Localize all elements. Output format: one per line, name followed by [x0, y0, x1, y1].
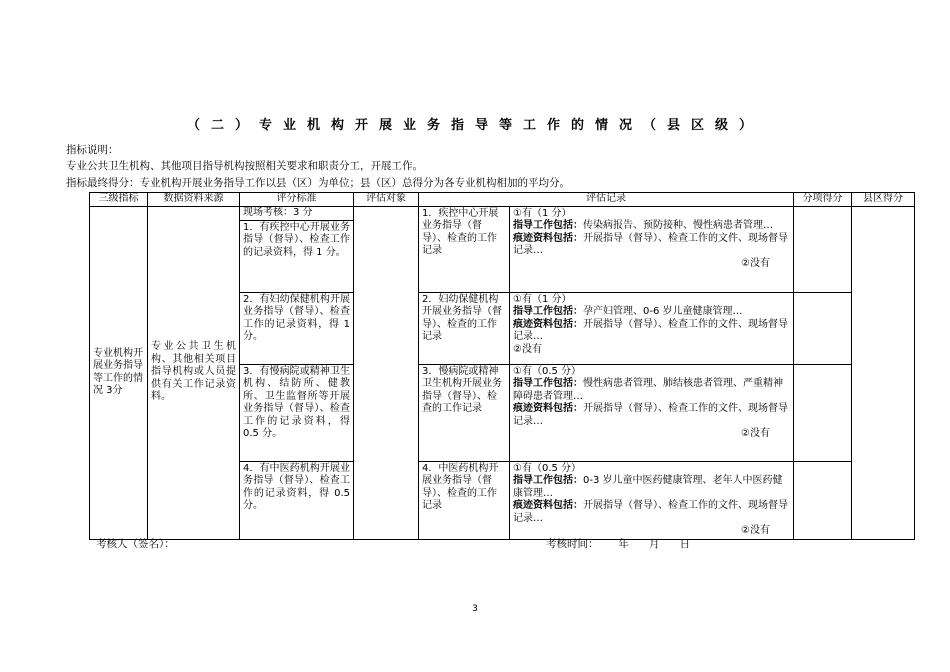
guide-label: 指导工作包括：	[513, 220, 583, 231]
guide-label: 指导工作包括：	[513, 475, 583, 486]
record-cell	[510, 292, 794, 364]
item-score-cell	[794, 206, 852, 292]
object-cell: 1．疾控中心开展业务指导（督导）、检查的工作记录	[419, 206, 510, 292]
table-header-row	[90, 193, 915, 207]
source-cell: 专业公共卫生机构、其他相关项目指导机构或人员提供有关工作记录资料。	[148, 206, 240, 539]
object-cell: 2．妇幼保健机构开展业务指导（督导）、检查的工作记录	[419, 292, 510, 364]
criterion-cell: 3．有慢病院或精神卫生机构、结防所、健教所、卫生监督所等开展业务指导（督导）、检查工作的记录资料，得 0.5 分。	[240, 364, 354, 461]
page-number: 3	[472, 604, 478, 614]
criterion-cell: 2．有妇幼保健机构开展业务指导（督导）、检查工作的记录资料，得 1 分。	[240, 292, 354, 364]
guide-text: 孕产妇管理、0-6 岁儿童健康管理…	[583, 306, 743, 317]
header-source: 数据资料来源	[148, 193, 240, 207]
record-has: ①有（1 分）	[513, 293, 572, 305]
trace-text: 开展指导（督导）、检查工作的文件、现场督导记录…	[513, 232, 788, 256]
header-criteria: 评分标准	[240, 193, 354, 207]
guide-label: 指导工作包括：	[513, 306, 583, 317]
record-cell	[510, 364, 794, 461]
reviewer-signature: 考核人（签名）：	[96, 538, 175, 550]
trace-label: 痕迹资料包括：	[513, 500, 583, 511]
record-has: ①有（1 分）	[513, 207, 572, 219]
header-record: 评估记录	[419, 193, 794, 207]
item-score-cell	[794, 364, 852, 461]
notes-line-1: 专业公共卫生机构、其他项目指导机构按照相关要求和职责分工，开展工作。	[66, 160, 423, 172]
guide-text: 0-3 岁儿童中医药健康管理、老年人中医药健康管理…	[513, 475, 783, 499]
record-has: ①有（0.5 分）	[513, 462, 582, 474]
item-score-cell	[794, 292, 852, 364]
record-none: ②没有	[741, 525, 770, 536]
indicator-cell: 专业机构开展业务指导等工作的情况 3分	[90, 206, 148, 539]
trace-text: 开展指导（督导）、检查工作的文件、现场督导记录…	[513, 500, 788, 524]
onsite-cell: 现场考核：3 分	[240, 206, 354, 220]
evaluation-table	[89, 192, 915, 540]
notes-heading: 指标说明：	[66, 144, 119, 156]
header-indicator: 三级指标	[90, 193, 148, 207]
notes-line-2: 指标最终得分：专业机构开展业务指导工作以县（区）为单位；县（区）总得分为各专业机构相加的平均分。	[66, 177, 570, 189]
item-score-cell	[794, 461, 852, 539]
guide-text: 慢性病患者管理、肺结核患者管理、严重精神障碍患者管理…	[513, 378, 783, 402]
criterion-cell: 1．有疾控中心开展业务指导（督导）、检查工作的记录资料，得 1 分。	[240, 220, 354, 292]
review-time: 考核时间： 年 月 日	[546, 538, 691, 550]
record-none: ②没有	[513, 343, 542, 355]
trace-text: 开展指导（督导）、检查工作的文件、现场督导记录…	[513, 403, 788, 427]
header-county-score: 县区得分	[852, 193, 915, 207]
guide-text: 传染病报告、预防接种、慢性病患者管理…	[583, 220, 773, 231]
record-none: ②没有	[741, 428, 770, 439]
header-object: 评估对象	[354, 193, 419, 207]
header-item-score: 分项得分	[794, 193, 852, 207]
record-cell	[510, 206, 794, 292]
object-cell: 4．中医药机构开展业务指导（督导）、检查的工作记录	[419, 461, 510, 539]
table-row	[90, 206, 915, 220]
record-none: ②没有	[741, 257, 770, 269]
trace-text: 开展指导（督导）、检查工作的文件、现场督导记录…	[513, 318, 788, 342]
object-empty-cell	[354, 206, 419, 539]
trace-label: 痕迹资料包括：	[513, 318, 583, 330]
page-title: （二）专业机构开展业务指导等工作的情况（县区级）	[186, 118, 763, 133]
record-cell	[510, 461, 794, 539]
county-score-cell	[852, 206, 915, 539]
trace-label: 痕迹资料包括：	[513, 403, 583, 414]
guide-label: 指导工作包括：	[513, 378, 583, 389]
criterion-cell: 4．有中医药机构开展业务指导（督导）、检查工作的记录资料，得 0.5 分。	[240, 461, 354, 539]
record-has: ①有（0.5 分）	[513, 365, 582, 377]
trace-label: 痕迹资料包括：	[513, 232, 583, 244]
object-cell: 3．慢病院或精神卫生机构开展业务指导（督导）、检查的工作记录	[419, 364, 510, 461]
